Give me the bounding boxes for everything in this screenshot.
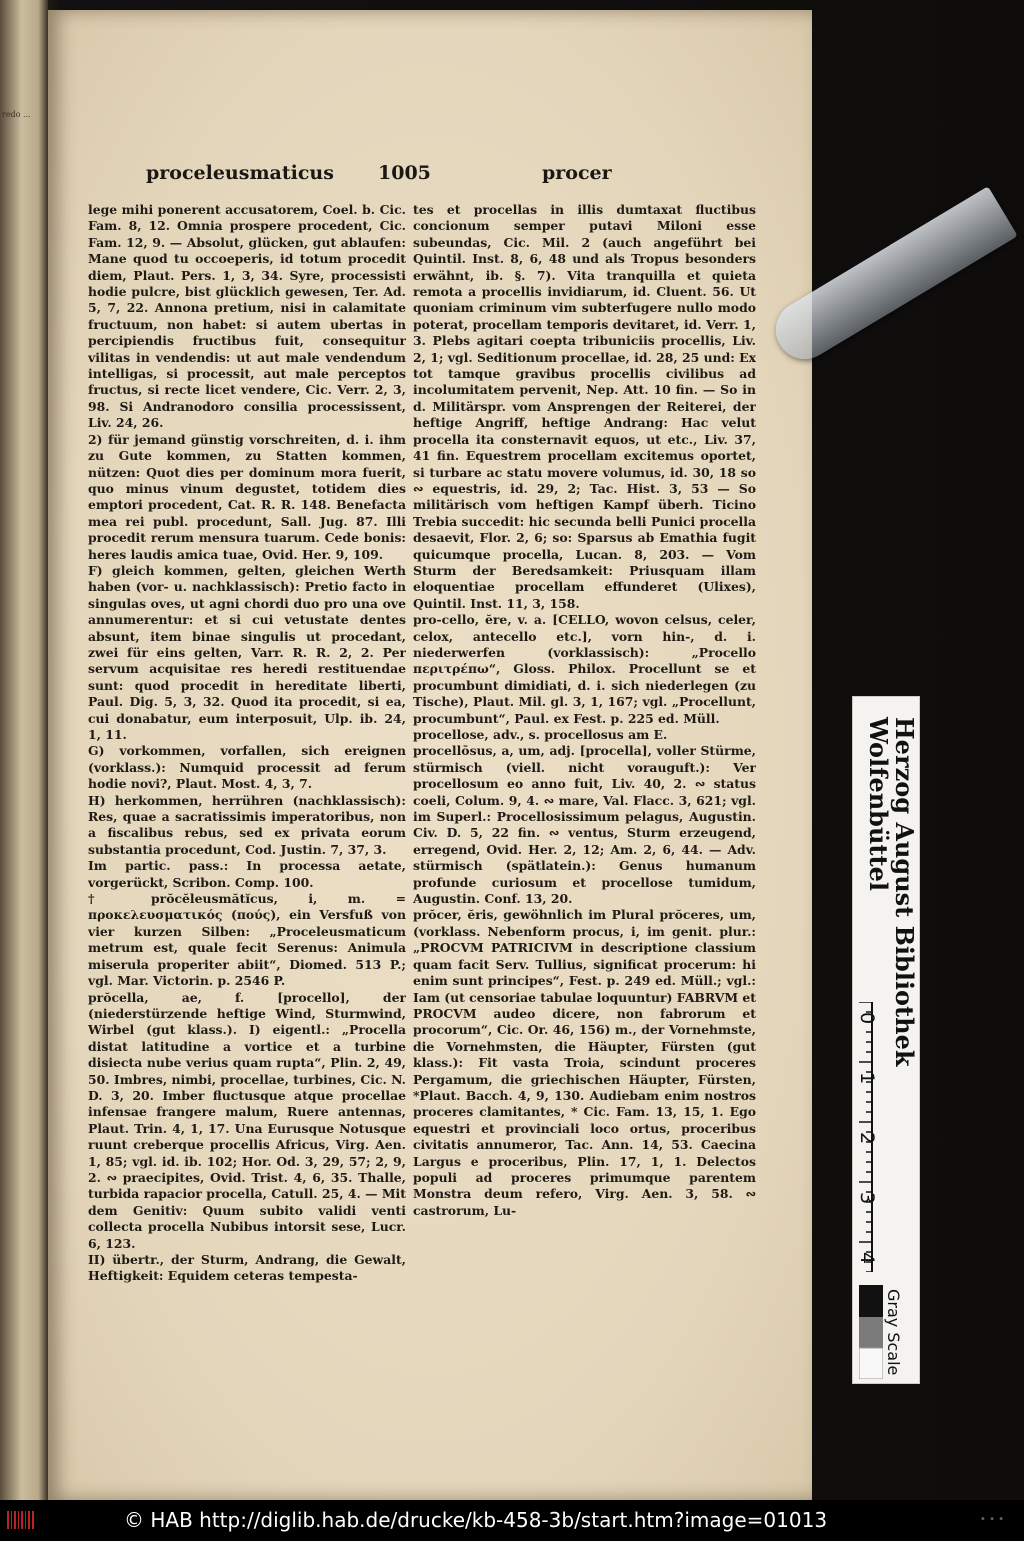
ruler-label: 4 [856,1251,879,1265]
paragraph: lege mihi ponerent accusatorem, Coel. b. Cic. Fam. 8, 12. Omnia prospere procedent, Cic. Fam. 12, 9. — Absolut, glücken, gut ablaufen: Mane quod tu occoeperis, id totum procedit diem, Plaut. Pers. 1, 3, 34. Syre, processisti hodie pulcre, bist glücklich gewesen, Ter. Ad. 5, 7, 22. Annona pretium, nisi in calamitate fructuum, non habet: si autem ubertas in percipiendis fructibus fuit, consequitur vilitas in vendendis: ut aut male vendendum intelligas, si processit, aut male perceptos fructus, si recte licet vendere, Cic. Verr. 2, 3, 98. Si Andranodoro consilia processissent, Liv. 24, 26. [88,202,406,431]
right-column [413,202,756,1342]
paragraph: tes et procellas in illis dumtaxat fluctibus concionum semper putavi Miloni esse subeundas, Cic. Mil. 2 (auch angeführt bei Quintil. Inst. 8, 6, 48 und als Tropus besonders erwähnt, ib. §. 7). Vita tranquilla et quieta remota a procellis invidiarum, id. Cluent. 56. Ut quoniam criminum vim subterfugere nullo modo poterat, procellam temporis devitaret, id. Verr. 1, 3. Plebs agitari coepta tribuniciis procellis, Liv. 2, 1; vgl. Seditionum procellae, id. 28, 25 und: Ex tot tamque gravibus procellis civilibus ad incolumitatem pervenit, Nep. Att. 10 fin. — So in d. Militärspr. vom Ansprengen der Reiterei, der heftige Angriff, heftige Andrang: Hac velut procella ita consternavit equos, ut etc., Liv. 37, 41 fin. Equestrem procellam excitemus oportet, si turbare ac statu movere volumus, id. 30, 18 so ∾ equestris, id. 29, 2; Tac. Hist. 3, 53 — So militärisch vom heftigen Kampf überh. Ticino Trebia succedit: hic secunda belli Punici procella desaevit, Flor. 2, 6; so: Sparsus ab Emathia fugit quicumque procella, Lucan. 8, 203. — Vom Sturm der Beredsamkeit: Priusquam illam eloquentiae procellam effunderet (Ulixes), Quintil. Inst. 11, 3, 158. [413,202,756,611]
footer-dots: • • • [980,1514,1005,1525]
entry-procello: pro-cello, ĕre, v. a. [CELLO, wovon celsus, celer, celox, antecello etc.], vorn hin-, d. i. niederwerfen (vorklassisch): „Procello περιτρέπω“, Gloss. Philox. Procellunt se et procumbunt dimidiati, d. i. sich niederlegen (zu Tische), Plaut. Mil. gl. 3, 1, 167; vgl. „Procellunt, procumbunt“, Paul. ex Fest. p. 225 ed. Müll. [413,612,756,726]
ruler-label: 0 [856,1011,879,1025]
ruler-label: 1 [856,1071,879,1085]
library-name-line2: Wolfenbüttel [864,717,893,891]
paragraph: 2) für jemand günstig vorschreiten, d. i. ihm zu Gute kommen, zu Statten kommen, nützen: Quot dies per dominum mora fuerit, quo minus vinum degustet, totidem dies emptori procedent, Cat. R. R. 148. Benefacta mea rei publ. procedunt, Sall. Jug. 87. Illi procedit rerum mensura tuarum. Cede bonis: heres laudis amica tuae, Ovid. Her. 9, 109. [88,431,406,562]
ruler-label: 3 [856,1191,879,1205]
entry-procella: prŏcella, ae, f. [procello], der (niederstürzende heftige Wind, Sturmwind, Wirbel (gut klass.). I) eigentl.: „Procella distat latitudine a vortice et a turbine disiecta nube verius quam rupta“, Plin. 2, 49, 50. Imbres, nimbi, procellae, turbines, Cic. N. D. 3, 20. Imber fluctusque atque procellae infensae frangere malum, Ruere antennas, Plaut. Trin. 4, 1, 17. Una Eurusque Notusque ruunt creberque procellis Africus, Virg. Aen. 1, 85; vgl. id. ib. 102; Hor. Od. 3, 29, 57; 2, 9, 2. ∾ praecipites, Ovid. Trist. 4, 6, 35. Thalle, turbida rapacior procella, Catull. 25, 4. — Mit dem Genitiv: Quum subito validi venti collecta procella Nubibus intorsit sese, Lucr. 6, 123. [88,989,406,1251]
paragraph: II) übertr., der Sturm, Andrang, die Gewalt, Heftigkeit: Equidem ceteras tempesta- [88,1252,406,1284]
ruler-label: 2 [856,1131,879,1145]
left-column [88,202,406,1342]
footer-bar [0,1500,1024,1541]
paragraph: Im partic. pass.: In processa aetate, vorgerückt, Scribon. Comp. 100. [88,858,406,890]
facing-page-text: redo ... [2,110,31,119]
entry-procellose: procellose, adv., s. procellosus am E. [413,727,668,742]
entry-procellosus: procellōsus, a, um, adj. [procella], voller Stürme, stürmisch (viell. nicht vorauguft.): Ver procellosum eo anno fuit, Liv. 40, 2. ∾ status coeli, Colum. 9, 4. ∾ mare, Val. Flacc. 3, 621; vgl. im Superl.: Procellosissimum pelagus, Augustin. Civ. D. 5, 22 fin. ∾ ventus, Sturm erzeugend, erregend, Ovid. Her. 2, 12; Am. 2, 6, 44. — Adv. stürmisch (spätlatein.): Genus humanum profunde curiosum et procellose tumidum, Augustin. Conf. 13, 20. [413,743,756,907]
gray-scale-label: Gray Scale [884,1289,903,1376]
paragraph: G) vorkommen, vorfallen, sich ereignen (vorklass.): Numquid processit ad ferum hodie novi?, Plaut. Most. 4, 3, 7. [88,743,406,792]
paragraph: H) herkommen, herrühren (nachklassisch): Res, quae a sacratissimis imperatoribus, non a fiscalibus rebus, sed ex privata eorum substantia procedunt, Cod. Justin. 7, 37, 3. [88,792,406,857]
color-calibration-strip [852,696,920,1384]
barcode-logo-icon [6,1509,36,1531]
book-page [48,10,812,1500]
entry-procer: prŏcer, ĕris, gewöhnlich im Plural prŏceres, um, (vorklass. Nebenform procus, i, im genit. plur.: „PROCVM PATRICIVM in descriptione classium quam facit Serv. Tullius, significat procerum: hi enim sunt principes“, Fest. p. 249 ed. Müll.; vgl.: Iam (ut censoriae tabulae loquuntur) FABRVM et PROCVM audeo dicere, non fabrorum et procorum“, Cic. Or. 46, 156) m., der Vornehmste, die Vornehmsten, die Häupter, Fürsten (gut klass.): Fit vasta Troia, scindunt proceres Pergamum, die griechischen Häupter, Fürsten, *Plaut. Bacch. 4, 9, 130. Audiebam enim nostros proceres clamitantes, * Cic. Fam. 13, 15, 1. Ego equestri et provinciali loco ortus, proceribus civitatis annumeror, Tac. Ann. 14, 53. Caecina Largus e proceribus, Plin. 17, 1, 1. Delectos populi ad proceres primumque parentem Monstra deum refero, Virg. Aen. 3, 58. ∾ castrorum, Lu- [413,907,756,1218]
page-number: 1005 [378,162,431,184]
entry-proceleusmaticus: † prŏcĕleusmătĭcus, i, m. = προκελευσματικός (πούς), ein Versfuß von vier kurzen Silben: „Proceleusmaticum metrum est, quale fecit Serenus: Animula miserula properiter abiit“, Diomed. 513 P.; vgl. Mar. Victorin. p. 2546 P. [88,891,406,989]
facing-page-edge [0,0,48,1500]
paragraph: F) gleich kommen, gelten, gleichen Werth haben (vor- u. nachklassisch): Pretio facto in singulas oves, ut agni chordi duo pro una ove annumerentur: et si cui vetustate dentes absunt, item binae singulis ut procedant, zwei für eins gelten, Varr. R. R. 2, 2. Per servum acquisitae res heredi restituendae sunt: quod procedit in hereditate liberti, Paul. Dig. 5, 3, 32. Quod ita procedit, si ea, cui donabatur, eum interposuit, Ulp. ib. 24, 1, 11. [88,562,406,742]
footer-url[interactable]: © HAB http://diglib.hab.de/drucke/kb-458-3b/start.htm?image=01013 [124,1508,828,1532]
running-head-left: proceleusmaticus [146,162,334,184]
running-head-right: procer [542,162,612,184]
library-name-line1: Herzog August Bibliothek [890,717,919,1067]
gray-scale-patches [859,1285,883,1379]
